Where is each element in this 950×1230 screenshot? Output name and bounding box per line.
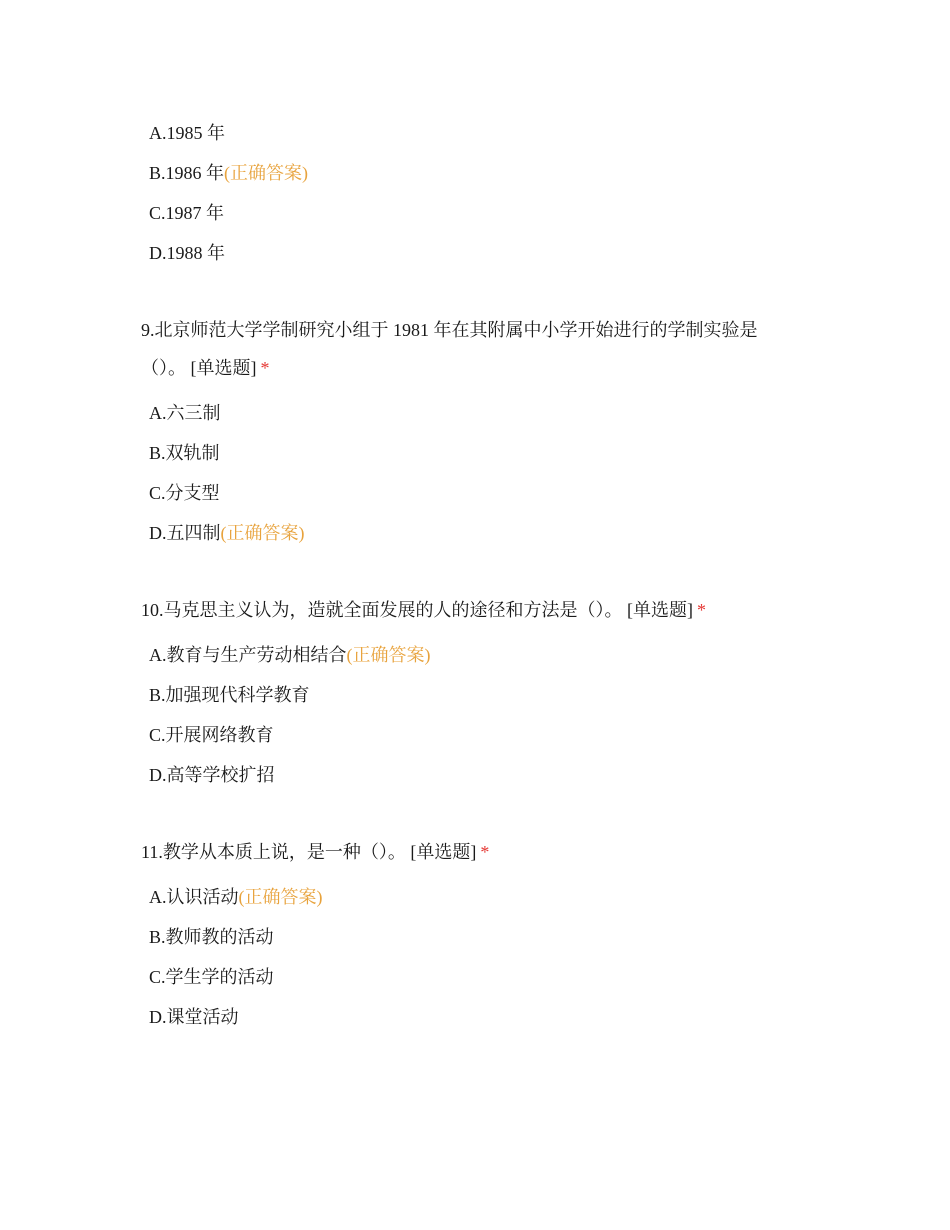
question-text: 11.教学从本质上说，是一种（）。 xyxy=(141,842,406,862)
option-d: D.课堂活动 xyxy=(149,1007,239,1027)
question-type: [单选题] xyxy=(627,600,693,620)
required-mark: * xyxy=(697,600,706,620)
question-text: 9.北京师范大学学制研究小组于 1981 年在其附属中小学开始进行的学制实验是（）。 xyxy=(141,320,758,378)
option-b: B.加强现代科学教育 xyxy=(149,685,310,705)
required-mark: * xyxy=(260,358,270,378)
option-b: B.教师教的活动 xyxy=(149,927,274,947)
option-b: B.双轨制 xyxy=(149,443,220,463)
question-9 xyxy=(141,311,801,387)
correct-answer-marker: (正确答案) xyxy=(220,523,305,543)
option-a: A.认识活动(正确答案) xyxy=(149,887,323,907)
question-10 xyxy=(141,591,841,629)
option-d: D.五四制(正确答案) xyxy=(149,523,305,543)
question-text: 10.马克思主义认为，造就全面发展的人的途径和方法是（）。 xyxy=(141,600,623,620)
option-c: C.1987 年 xyxy=(149,203,225,223)
option-c: C.学生学的活动 xyxy=(149,967,274,987)
option-d: D.1988 年 xyxy=(149,243,225,263)
option-a: A.六三制 xyxy=(149,403,221,423)
option-a: A.1985 年 xyxy=(149,123,225,143)
option-b: B.1986 年(正确答案) xyxy=(149,163,309,183)
question-type: [单选题] xyxy=(410,842,477,862)
correct-answer-marker: (正确答案) xyxy=(224,163,309,183)
question-type: [单选题] xyxy=(190,358,257,378)
option-c: C.开展网络教育 xyxy=(149,725,274,745)
option-a: A.教育与生产劳动相结合(正确答案) xyxy=(149,645,431,665)
required-mark: * xyxy=(480,842,490,862)
correct-answer-marker: (正确答案) xyxy=(238,887,323,907)
correct-answer-marker: (正确答案) xyxy=(346,645,431,665)
question-11 xyxy=(141,833,801,871)
option-d: D.高等学校扩招 xyxy=(149,765,275,785)
option-c: C.分支型 xyxy=(149,483,220,503)
